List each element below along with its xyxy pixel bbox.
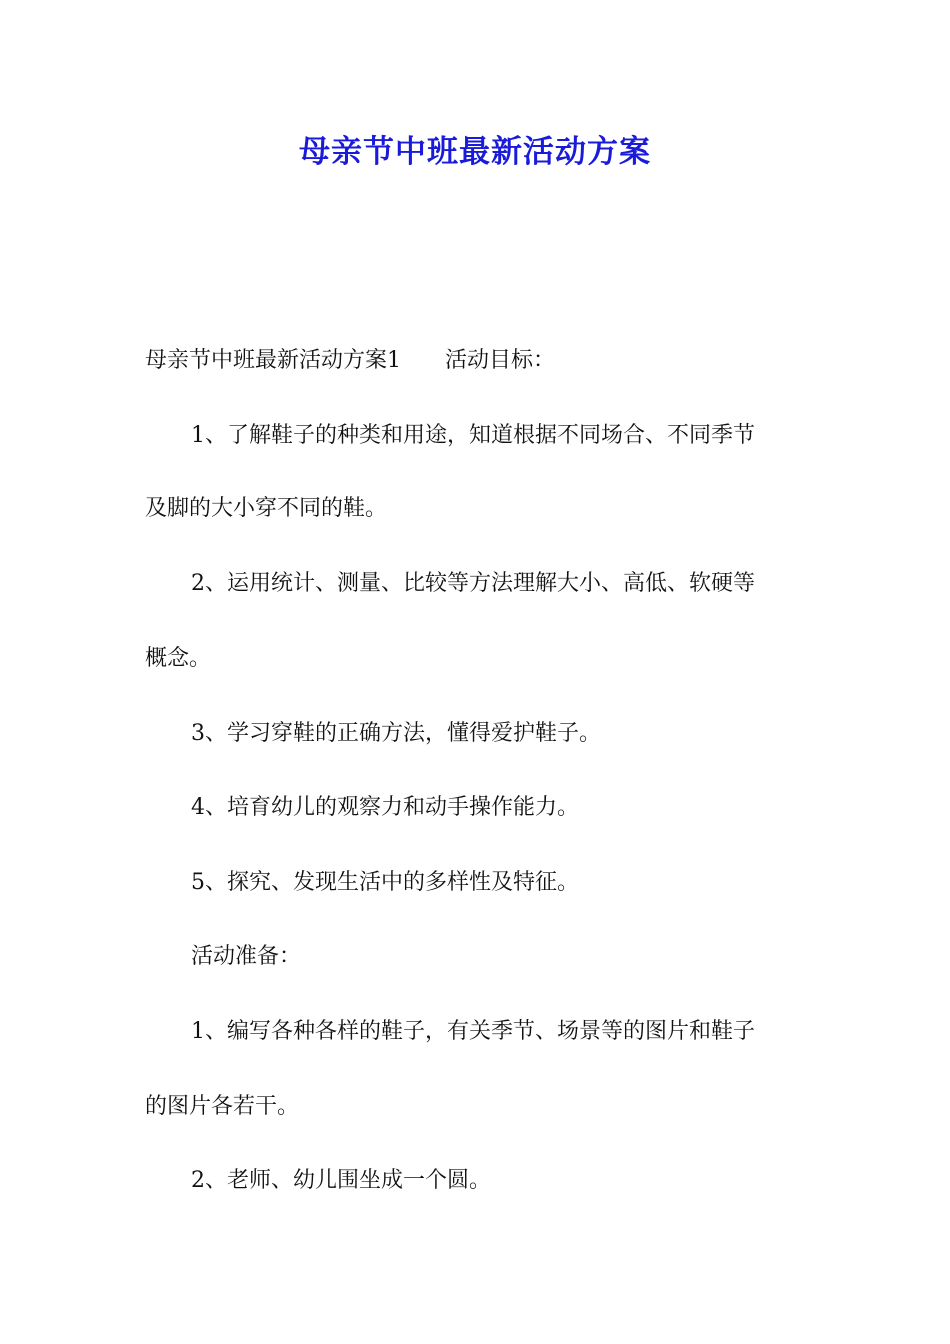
intro-heading: 母亲节中班最新活动方案1 bbox=[145, 348, 401, 373]
paragraph-goal-2-cont: 概念。 bbox=[145, 646, 212, 671]
paragraph-prep-1: 1、编写各种各样的鞋子，有关季节、场景等的图片和鞋子 bbox=[191, 1019, 755, 1044]
section-heading-preparation: 活动准备： bbox=[191, 944, 302, 969]
paragraph-goal-1-cont: 及脚的大小穿不同的鞋。 bbox=[145, 496, 388, 521]
document-title: 母亲节中班最新活动方案 bbox=[299, 134, 651, 170]
paragraph-prep-1-cont: 的图片各若干。 bbox=[145, 1094, 300, 1119]
paragraph-goal-1: 1、了解鞋子的种类和用途，知道根据不同场合、不同季节 bbox=[191, 423, 755, 448]
paragraph-prep-2: 2、老师、幼儿围坐成一个圆。 bbox=[191, 1168, 491, 1193]
intro-section-label: 活动目标： bbox=[445, 348, 556, 373]
intro-line bbox=[145, 346, 810, 376]
paragraph-goal-4: 4、培育幼儿的观察力和动手操作能力。 bbox=[191, 795, 579, 820]
paragraph-goal-2: 2、运用统计、测量、比较等方法理解大小、高低、软硬等 bbox=[191, 571, 755, 596]
paragraph-goal-5: 5、探究、发现生活中的多样性及特征。 bbox=[191, 870, 579, 895]
paragraph-goal-3: 3、学习穿鞋的正确方法，懂得爱护鞋子。 bbox=[191, 721, 601, 746]
